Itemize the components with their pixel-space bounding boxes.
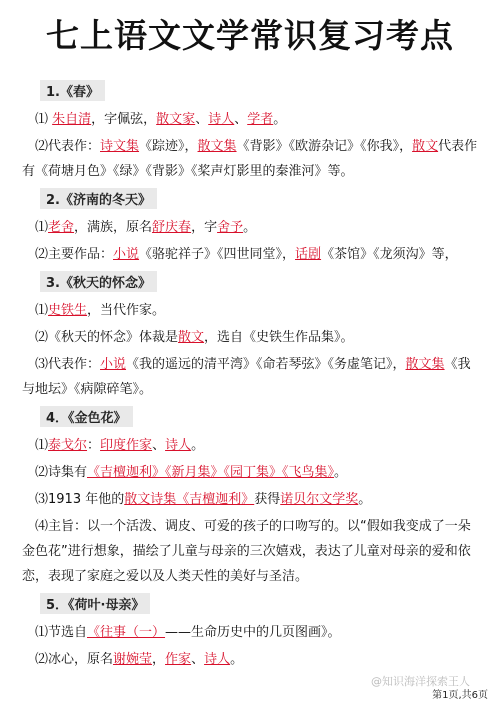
list-item — [22, 460, 478, 485]
list-item — [22, 647, 478, 672]
list-item — [22, 514, 478, 589]
key-term: 诗文集 — [100, 139, 140, 154]
item-text: ⑴ — [35, 220, 49, 235]
item-text: ⑵代表作： — [35, 139, 101, 154]
list-item — [22, 352, 478, 402]
item-text: ⑵主要作品： — [35, 247, 114, 262]
item-text: ，选自《史铁生作品集》。 — [204, 330, 354, 345]
list-item — [22, 134, 478, 184]
item-text: 。 — [191, 438, 205, 453]
item-text: ⑷主旨：以一个活泼、调皮、可爱的孩子的口吻写的。以“假如我变成了一朵金色花”进行想象，描绘了儿童与母亲的三次嬉戏，表达了儿童对母亲的爱和依恋，表现了家庭之爱以及人类天性的美好与圣洁。 — [22, 519, 471, 584]
key-term: 《吉檀迦利》《新月集》《园丁集》《飞鸟集》 — [87, 465, 335, 480]
section-heading: 4．《金色花》 — [40, 406, 133, 427]
section — [22, 404, 478, 589]
item-text: ⑵冰心，原名 — [35, 652, 114, 667]
item-text: 、 — [195, 112, 209, 127]
key-term: 泰戈尔 — [48, 438, 88, 453]
item-text: 。 — [358, 492, 372, 507]
section-heading: 1.《春》 — [40, 80, 105, 101]
key-term: 学者 — [247, 112, 274, 127]
key-term: 作家 — [165, 652, 192, 667]
item-text: 《茶馆》《龙须沟》等， — [321, 247, 458, 262]
section — [22, 186, 478, 267]
item-text: 《背影》《欧游杂记》《你我》， — [236, 139, 413, 154]
section-heading: 2.《济南的冬天》 — [40, 188, 157, 209]
key-term: 散文集 — [405, 357, 445, 372]
key-term: 话剧 — [295, 247, 322, 262]
key-term: 小说 — [113, 247, 140, 262]
item-text: 获得 — [254, 492, 281, 507]
item-text: 。 — [230, 652, 244, 667]
section-heading: 3.《秋天的怀念》 — [40, 271, 157, 292]
item-text: 、 — [152, 438, 166, 453]
section — [22, 78, 478, 184]
item-text: 《骆驼祥子》《四世同堂》， — [139, 247, 296, 262]
key-term: 印度作家 — [100, 438, 153, 453]
item-text: ⑵《秋天的怀念》体裁是 — [35, 330, 179, 345]
item-text: 。 — [334, 465, 348, 480]
key-term: 散文诗集《吉檀迦利》 — [124, 492, 255, 507]
list-item — [22, 487, 478, 512]
item-text: ⑴ — [35, 303, 49, 318]
key-term: 诗人 — [165, 438, 192, 453]
key-term: 朱自清 — [52, 112, 92, 127]
item-text: ⑶1913 年他的 — [35, 492, 125, 507]
item-text: ⑵诗集有 — [35, 465, 88, 480]
item-text: ，满族，原名 — [74, 220, 153, 235]
watermark: @知识海洋探索王人 — [371, 675, 470, 688]
item-text: 《踪迹》， — [139, 139, 198, 154]
item-text: ，当代作家。 — [87, 303, 166, 318]
key-term: 老舍 — [48, 220, 75, 235]
key-term: 散文 — [178, 330, 205, 345]
key-term: 《往事（一） — [87, 625, 166, 640]
list-item — [22, 215, 478, 240]
item-text: 。 — [243, 220, 257, 235]
item-text: ，字佩弦， — [91, 112, 157, 127]
item-text: ， — [152, 652, 166, 667]
key-term: 诗人 — [208, 112, 235, 127]
item-text: 代表作有《荷塘月色》《绿》《背影》《桨声灯影里的秦淮河》等。 — [22, 139, 478, 179]
key-term: 舍予 — [217, 220, 244, 235]
item-text: 《我与地坛》《病隙碎笔》。 — [22, 357, 471, 397]
list-item — [22, 325, 478, 350]
key-term: 散文集 — [197, 139, 237, 154]
key-term: 小说 — [100, 357, 127, 372]
item-text: 、 — [191, 652, 205, 667]
page-footer: 第1页,共6页 — [432, 690, 488, 701]
list-item — [22, 242, 478, 267]
item-text: ： — [87, 438, 101, 453]
item-text: ⑶代表作： — [35, 357, 101, 372]
item-text: ⑴节选自 — [35, 625, 88, 640]
list-item — [22, 298, 478, 323]
page-title: 七上语文文学常识复习考点 — [46, 16, 454, 55]
section-heading: 5．《荷叶·母亲》 — [40, 593, 150, 614]
key-term: 诺贝尔文学奖 — [280, 492, 359, 507]
key-term: 诗人 — [204, 652, 231, 667]
item-text: 《我的遥远的清平湾》《命若琴弦》《务虚笔记》， — [126, 357, 406, 372]
list-item — [22, 433, 478, 458]
section — [22, 269, 478, 402]
item-text: ，字 — [191, 220, 218, 235]
item-text: ⑴ — [35, 112, 53, 127]
section — [22, 591, 478, 672]
key-term: 舒庆春 — [152, 220, 192, 235]
key-term: 散文 — [412, 139, 439, 154]
item-text: ⑴ — [35, 438, 49, 453]
list-item — [22, 620, 478, 645]
item-text: ——生命历史中的几页图画》。 — [165, 625, 341, 640]
document-body — [22, 78, 478, 674]
item-text: 。 — [273, 112, 287, 127]
list-item — [22, 107, 478, 132]
key-term: 史铁生 — [48, 303, 88, 318]
key-term: 谢婉莹 — [113, 652, 153, 667]
key-term: 散文家 — [156, 112, 196, 127]
item-text: 、 — [234, 112, 248, 127]
